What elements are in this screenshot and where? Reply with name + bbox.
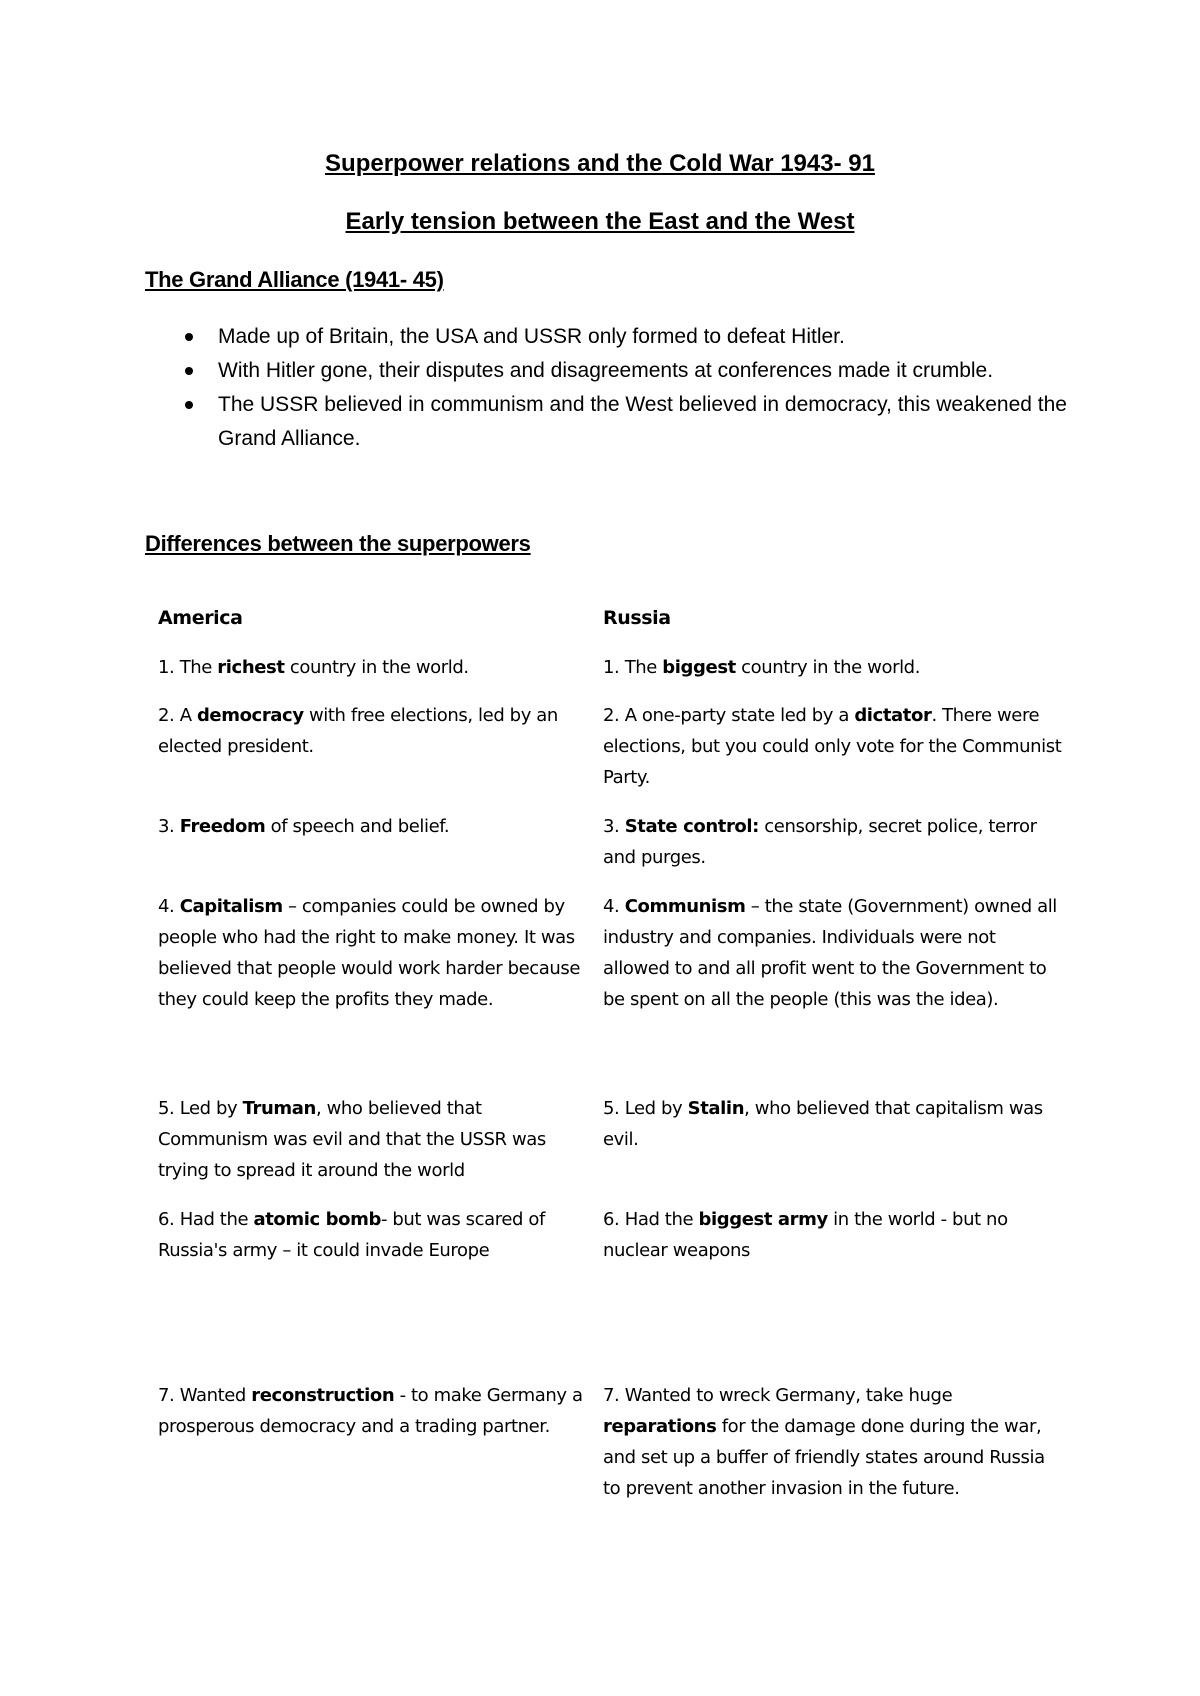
- bullet-text: Made up of Britain, the USA and USSR only formed to defeat Hitler.: [218, 325, 845, 348]
- bullet-dot-icon: [185, 401, 193, 409]
- russia-point-5: [603, 1093, 1063, 1155]
- cell-keyword: biggest army: [698, 1209, 828, 1230]
- page-title: Superpower relations and the Cold War 1943- 91: [325, 150, 875, 177]
- cell-keyword: democracy: [196, 705, 304, 726]
- cell-text: 5. Led by: [603, 1098, 688, 1119]
- cell-text: 3.: [603, 816, 625, 837]
- cell-text: 7. Wanted to wreck Germany, take huge: [603, 1385, 953, 1406]
- bullet-dot-icon: [185, 333, 193, 341]
- cell-text: , who believed that Communism was evil and that the USSR was trying to spread it around the world: [158, 1098, 546, 1181]
- cell-text: . There were elections, but you could only vote for the Communist Party.: [603, 705, 1062, 788]
- america-point-7: [158, 1380, 588, 1442]
- bullet-dot-icon: [185, 367, 193, 375]
- cell-text: censorship, secret police, terror and purges.: [603, 816, 1037, 868]
- russia-point-3: [603, 811, 1063, 873]
- bullet-text: The USSR believed in communism and the West believed in democracy, this weakened the Grand Alliance.: [218, 393, 1067, 450]
- grand-alliance-bullet-list: [185, 320, 1085, 456]
- column-header-america: America: [158, 607, 243, 629]
- cell-text: 4.: [158, 896, 180, 917]
- cell-text: in the world - but no nuclear weapons: [603, 1209, 1008, 1261]
- column-header-russia: Russia: [603, 607, 671, 629]
- section-heading-differences: Differences between the superpowers: [145, 531, 531, 556]
- cell-keyword: reconstruction: [251, 1385, 395, 1406]
- cell-text: , who believed that capitalism was evil.: [603, 1098, 1043, 1150]
- cell-keyword: Truman: [242, 1098, 316, 1119]
- cell-text: 2. A one-party state led by a: [603, 705, 855, 726]
- cell-text: 5. Led by: [158, 1098, 243, 1119]
- cell-text: - but was scared of Russia's army – it could invade Europe: [158, 1209, 545, 1261]
- russia-point-2: [603, 700, 1063, 793]
- cell-text: country in the world.: [284, 657, 469, 678]
- cell-text: 3.: [158, 816, 180, 837]
- cell-text: 1. The: [603, 657, 663, 678]
- bullet-item: [185, 354, 1085, 388]
- section-heading-grand-alliance: The Grand Alliance (1941- 45): [145, 267, 444, 292]
- russia-point-4: [603, 891, 1063, 1015]
- cell-keyword: Capitalism: [179, 896, 283, 917]
- cell-text: – the state (Government) owned all industry and companies. Individuals were not allowed to and all profit went to the Government to be spent on all the people (this was the idea).: [603, 896, 1057, 1010]
- cell-text: - to make Germany a prosperous democracy and a trading partner.: [158, 1385, 583, 1437]
- cell-text: 6. Had the: [158, 1209, 254, 1230]
- cell-text: 1. The: [158, 657, 218, 678]
- america-point-4: [158, 891, 588, 1015]
- america-point-2: [158, 700, 588, 762]
- cell-keyword: reparations: [603, 1416, 717, 1437]
- cell-text: with free elections, led by an elected president.: [158, 705, 558, 757]
- cell-text: 6. Had the: [603, 1209, 699, 1230]
- bullet-item: [185, 320, 1085, 354]
- russia-point-7: [603, 1380, 1063, 1504]
- cell-text: – companies could be owned by people who had the right to make money. It was believed that people would work harder because they could keep the profits they made.: [158, 896, 581, 1010]
- cell-text: 7. Wanted: [158, 1385, 252, 1406]
- cell-keyword: atomic bomb: [253, 1209, 381, 1230]
- page-subtitle: Early tension between the East and the West: [345, 208, 855, 235]
- cell-text: of speech and belief.: [265, 816, 450, 837]
- cell-text: country in the world.: [735, 657, 921, 678]
- russia-point-1: [603, 652, 1063, 683]
- cell-keyword: biggest: [662, 657, 736, 678]
- america-point-6: [158, 1204, 588, 1266]
- cell-text: for the damage done during the war, and set up a buffer of friendly states around Russia to prevent another invasion in the future.: [603, 1416, 1045, 1499]
- america-point-3: [158, 811, 588, 842]
- cell-keyword: State control:: [624, 816, 759, 837]
- america-point-5: [158, 1093, 588, 1186]
- cell-keyword: Communism: [624, 896, 746, 917]
- cell-keyword: Freedom: [179, 816, 266, 837]
- america-point-1: [158, 652, 588, 683]
- cell-keyword: richest: [217, 657, 285, 678]
- cell-keyword: dictator: [854, 705, 932, 726]
- cell-keyword: Stalin: [687, 1098, 745, 1119]
- bullet-item: [185, 388, 1085, 456]
- cell-text: 4.: [603, 896, 625, 917]
- cell-text: 2. A: [158, 705, 197, 726]
- bullet-text: With Hitler gone, their disputes and disagreements at conferences made it crumble.: [218, 359, 994, 382]
- russia-point-6: [603, 1204, 1063, 1266]
